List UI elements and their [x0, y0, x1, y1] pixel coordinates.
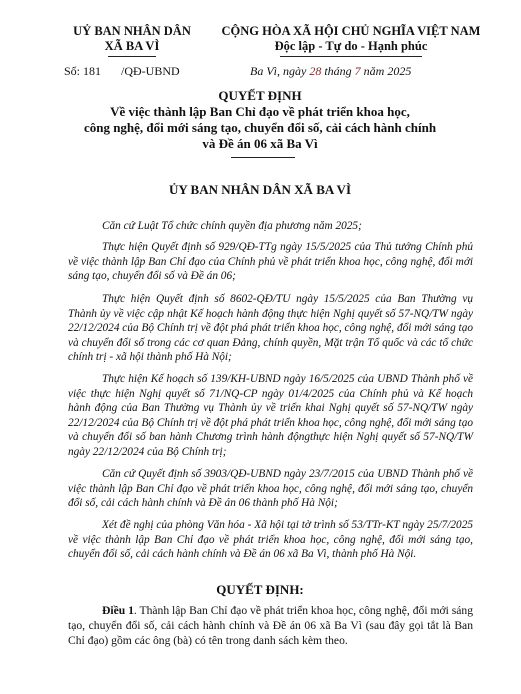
issuing-org-line2: XÃ BA VÌ [104, 39, 160, 53]
decision-subject-line2: công nghệ, đổi mới sáng tạo, chuyển đổi số, cải cách hành chính [83, 120, 437, 135]
legal-basis-4: Thực hiện Kế hoạch số 139/KH-UBND ngày 16/5/2025 của UBND Thành phố về việc thực hiện Nghị quyết số 71/NQ-CP ngày 01/4/2025 của Chính phủ và Kế hoạch hành động của Ban Thường vụ Thành ủy về triển khai Nghị quyết số 57-NQ/TW ngày 22/12/2024 của Bộ Chính trị về đột phá phát triển khoa học, công nghệ, đổi mới sáng tạo và chuyển đổi số ban hành Chương trình hành độngthực hiện Nghị quyết số 57-NQ/TW ngày 22/12/2024 của Bộ Chính trị; [68, 373, 473, 458]
title-underline [231, 157, 295, 158]
legal-basis-2: Thực hiện Quyết định số 929/QĐ-TTg ngày 15/5/2025 của Thủ tướng Chính phủ về việc thành lập Ban Chỉ đạo của Chính phủ về phát triển khoa học, công nghệ, đổi mới sáng tạo, chuyển đổi số và Đề án 06; [68, 241, 473, 282]
issuing-org [62, 24, 202, 54]
national-heading [216, 24, 486, 54]
article-1-text: . Thành lập Ban Chỉ đạo về phát triển khoa học, công nghệ, đổi mới sáng tạo, chuyển đổi số, cải cách hành chính và Đề án 06 xã Ba Vì (sau đây gọi tắt là Ban Chỉ đạo) gồm các ông (bà) có tên trong danh sách kèm theo. [68, 604, 473, 647]
decision-subject-line1: Về việc thành lập Ban Chỉ đạo về phát triển khoa học, [110, 104, 410, 119]
national-motto: Độc lập - Tự do - Hạnh phúc [274, 39, 428, 53]
national-title: CỘNG HÒA XÃ HỘI CHỦ NGHĨA VIỆT NAM [221, 24, 481, 38]
motto-underline [280, 56, 422, 57]
date-month: 7 [354, 64, 361, 78]
decide-heading: QUYẾT ĐỊNH: [216, 582, 304, 597]
date-prefix: Ba Vì, ngày [250, 64, 307, 78]
issuing-authority: ỦY BAN NHÂN DÂN XÃ BA VÌ [168, 182, 351, 197]
date-month-label: tháng [324, 64, 352, 78]
document-number [64, 64, 180, 79]
legal-basis-3: Thực hiện Quyết định số 8602-QĐ/TU ngày 15/5/2025 của Ban Thường vụ Thành ủy về việc cập nhật Kế hoạch hành động thực hiện Nghị quyết số 57-NQ/TW ngày 22/12/2024 của Bộ Chính trị về đột phá phát triển khoa học, công nghệ, đổi mới sáng tạo và chuyển đổi số trong các cơ quan Đảng, chính quyền, Mặt trận Tổ quốc và các tổ chức chính trị - xã hội thành phố Hà Nội; [68, 293, 473, 363]
doc-number-suffix: /QĐ-UBND [121, 64, 180, 78]
issuing-org-line1: UỶ BAN NHÂN DÂN [73, 24, 191, 38]
issuing-org-underline [108, 56, 156, 57]
date-day: 28 [309, 64, 322, 78]
decision-subject-line3: và Đề án 06 xã Ba Vì [202, 136, 318, 151]
legal-basis-1: Căn cứ Luật Tổ chức chính quyền địa phương năm 2025; [102, 220, 362, 232]
article-1 [68, 604, 473, 648]
decision-title-block [40, 88, 480, 152]
date-year: năm 2025 [363, 64, 412, 78]
legal-basis-5: Căn cứ Quyết định số 3903/QĐ-UBND ngày 23/7/2015 của UBND Thành phố về việc thành lập Ban Chỉ đạo về phát triển khoa học, công nghệ, đổi mới sáng tạo, chuyển đổi số, cải cách hành chính và Đề án 06 thành phố Hà Nội; [68, 468, 473, 509]
document-date [250, 64, 411, 79]
decision-kind: QUYẾT ĐỊNH [218, 88, 302, 103]
article-1-label: Điều 1 [102, 604, 134, 617]
legal-basis-6: Xét đề nghị của phòng Văn hóa - Xã hội tại tờ trình số 53/TTr-KT ngày 25/7/2025 về việc thành lập Ban Chỉ đạo về phát triển khoa học, công nghệ, đổi mới sáng tạo, chuyển đổi số, cải cách hành chính và Đề án 06 xã Ba Vì, thành phố Hà Nội. [68, 519, 473, 560]
doc-number-label: Số: 181 [64, 64, 102, 78]
